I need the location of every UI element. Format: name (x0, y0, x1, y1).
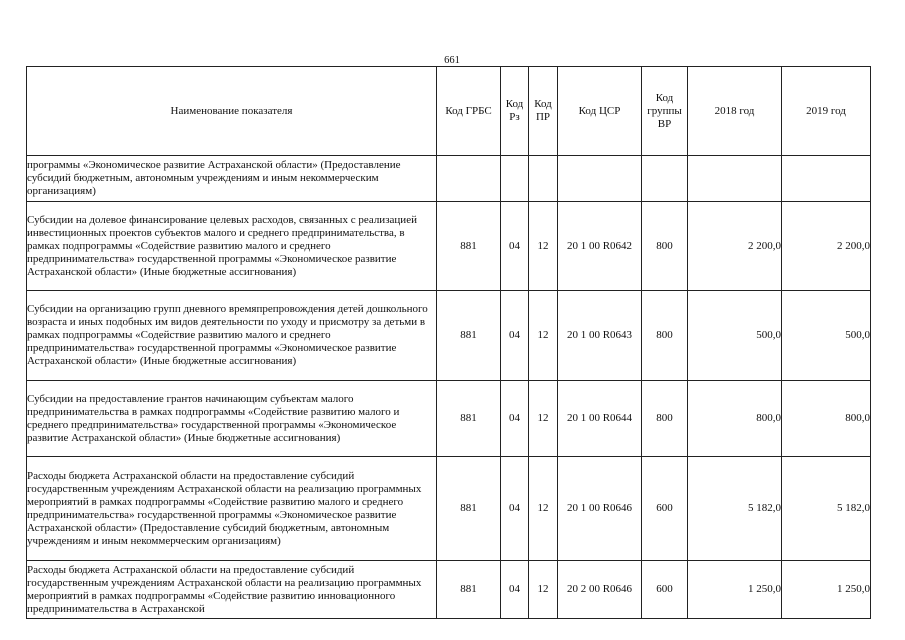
row-name: Расходы бюджета Астраханской области на предоставление субсидий государственным учреждениям Астраханской области на реализацию программных мероприятий в рамках подпрограммы «Содействие развитию инновационного предпринимательства в Астраханской (27, 561, 437, 619)
row-rz: 04 (501, 291, 529, 381)
header-2018: 2018 год (688, 67, 782, 156)
header-vr: Код группы ВР (642, 67, 688, 156)
row-2019: 800,0 (782, 381, 871, 457)
row-rz: 04 (501, 561, 529, 619)
page-number: 661 (444, 55, 460, 66)
row-grbs: 881 (437, 381, 501, 457)
row-2018: 5 182,0 (688, 457, 782, 561)
row-vr (642, 156, 688, 202)
header-rz: Код Рз (501, 67, 529, 156)
row-pr: 12 (529, 381, 558, 457)
row-pr: 12 (529, 202, 558, 291)
row-name: Субсидии на долевое финансирование целевых расходов, связанных с реализацией инвестиционных проектов субъектов малого и среднего предпринимательства, в рамках подпрограммы «Содействие развитию малого и среднего предпринимательства» государственной программы «Экономическое развитие Астраханской области» (Иные бюджетные ассигнования) (27, 202, 437, 291)
header-grbs: Код ГРБС (437, 67, 501, 156)
row-csr: 20 1 00 R0643 (558, 291, 642, 381)
table-row (27, 561, 871, 619)
table-row (27, 457, 871, 561)
row-rz: 04 (501, 457, 529, 561)
row-2019: 5 182,0 (782, 457, 871, 561)
row-2018: 800,0 (688, 381, 782, 457)
row-vr: 600 (642, 561, 688, 619)
row-csr: 20 2 00 R0646 (558, 561, 642, 619)
header-2019: 2019 год (782, 67, 871, 156)
row-2018 (688, 156, 782, 202)
table-row (27, 381, 871, 457)
row-grbs: 881 (437, 291, 501, 381)
row-grbs: 881 (437, 561, 501, 619)
row-name: Субсидии на организацию групп дневного времяпрепровождения детей дошкольного возраста и иных подобных им видов деятельности по уходу и присмотру за детьми в рамках подпрограммы «Содействие развитию малого и среднего предпринимательства» государственной программы «Экономическое развитие Астраханской области» (Иные бюджетные ассигнования) (27, 291, 437, 381)
header-csr: Код ЦСР (558, 67, 642, 156)
row-vr: 800 (642, 202, 688, 291)
row-pr: 12 (529, 561, 558, 619)
row-grbs (437, 156, 501, 202)
row-pr (529, 156, 558, 202)
table-row (27, 291, 871, 381)
row-vr: 800 (642, 381, 688, 457)
row-2018: 2 200,0 (688, 202, 782, 291)
row-2018: 500,0 (688, 291, 782, 381)
row-2019: 500,0 (782, 291, 871, 381)
row-name: Расходы бюджета Астраханской области на предоставление субсидий государственным учреждениям Астраханской области на реализацию программных мероприятий в рамках подпрограммы «Содействие развитию малого и среднего предпринимательства» государственной программы «Экономическое развитие Астраханской области» (Предоставление субсидий бюджетным, автономным учреждениям и иным некоммерческим организациям) (27, 457, 437, 561)
row-csr: 20 1 00 R0642 (558, 202, 642, 291)
row-rz: 04 (501, 202, 529, 291)
header-row (27, 67, 871, 156)
row-rz (501, 156, 529, 202)
table-row (27, 156, 871, 202)
row-2019: 2 200,0 (782, 202, 871, 291)
table-row (27, 202, 871, 291)
header-pr: Код ПР (529, 67, 558, 156)
row-rz: 04 (501, 381, 529, 457)
row-name: Субсидии на предоставление грантов начинающим субъектам малого предпринимательства в рамках подпрограммы «Содействие развитию малого и среднего предпринимательства» государственной программы «Экономическое развитие Астраханской области» (Иные бюджетные ассигнования) (27, 381, 437, 457)
header-name: Наименование показателя (27, 67, 437, 156)
row-csr (558, 156, 642, 202)
row-pr: 12 (529, 291, 558, 381)
row-2018: 1 250,0 (688, 561, 782, 619)
budget-table (26, 66, 871, 619)
row-grbs: 881 (437, 202, 501, 291)
row-csr: 20 1 00 R0644 (558, 381, 642, 457)
row-2019: 1 250,0 (782, 561, 871, 619)
row-grbs: 881 (437, 457, 501, 561)
row-csr: 20 1 00 R0646 (558, 457, 642, 561)
row-pr: 12 (529, 457, 558, 561)
row-vr: 600 (642, 457, 688, 561)
row-name: программы «Экономическое развитие Астраханской области» (Предоставление субсидий бюджетным, автономным учреждениям и иным некоммерческим организациям) (27, 156, 437, 202)
row-vr: 800 (642, 291, 688, 381)
row-2019 (782, 156, 871, 202)
